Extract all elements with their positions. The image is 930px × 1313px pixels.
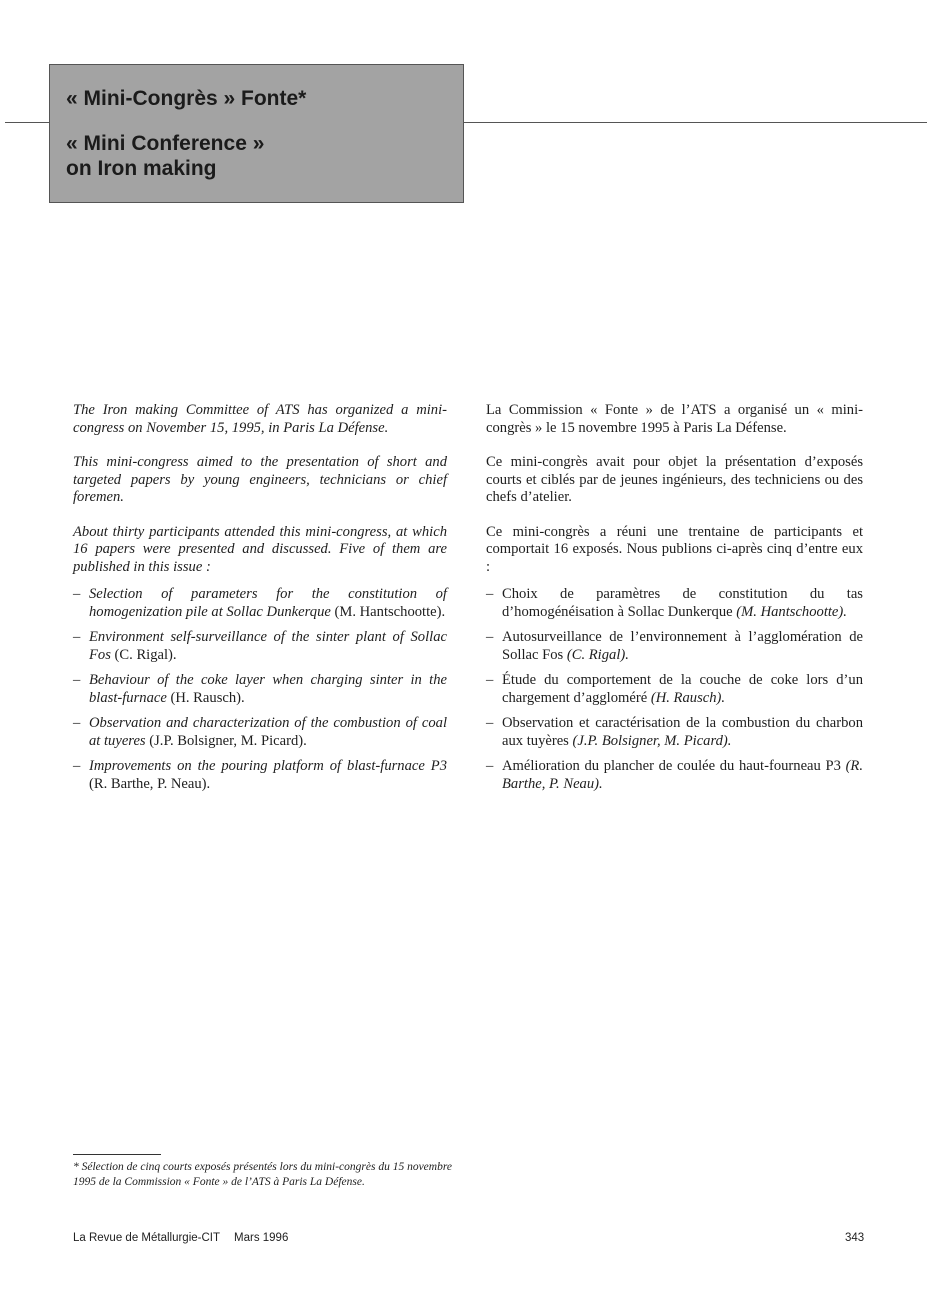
footer-publication [73, 1232, 288, 1244]
english-column [73, 402, 447, 801]
list-item: – Observation and characterization of the combustion of coal at tuyeres (J.P. Bolsigner, M. Picard). [73, 715, 447, 749]
title-english-line1: « Mini Conference » [66, 132, 265, 155]
paper-authors: (C. Rigal). [114, 646, 177, 663]
footnote-rule [73, 1154, 161, 1155]
paper-authors: (R. Barthe, P. Neau). [502, 758, 863, 792]
footnote: * Sélection de cinq courts exposés présentés lors du mini-congrès du 15 novembre 1995 de la Commission « Fonte » de l’ATS à Paris La Défense. [73, 1161, 452, 1188]
list-item: – Étude du comportement de la couche de coke lors d’un chargement d’aggloméré (H. Rausch). [486, 672, 863, 706]
page-number: 343 [845, 1232, 865, 1244]
paper-authors: (C. Rigal). [566, 646, 629, 663]
list-item: – Choix de paramètres de constitution du tas d’homogénéisation à Sollac Dunkerque (M. Hantschootte). [486, 586, 863, 620]
paper-title: Autosurveillance de l’environnement à l’agglomération de Sollac Fos [502, 629, 863, 663]
paper-authors: (H. Rausch). [650, 689, 726, 706]
list-item: – Autosurveillance de l’environnement à l’agglomération de Sollac Fos (C. Rigal). [486, 629, 863, 663]
english-aim-paragraph: This mini-congress aimed to the presentation of short and targeted papers by young engineers, technicians or chief foremen. [73, 454, 447, 505]
french-aim-paragraph: Ce mini-congrès avait pour objet la présentation d’exposés courts et ciblés par de jeunes ingénieurs, des techniciens ou des chefs d’atelier. [486, 454, 863, 505]
french-intro-paragraph: La Commission « Fonte » de l’ATS a organisé un « mini-congrès » le 15 novembre 1995 à Paris La Défense. [486, 402, 863, 436]
english-paper-list [73, 586, 447, 793]
paper-title: Observation et caractérisation de la combustion du charbon aux tuyères [502, 715, 863, 749]
title-english-line2: on Iron making [66, 157, 217, 180]
list-item: – Observation et caractérisation de la combustion du charbon aux tuyères (J.P. Bolsigner, M. Picard). [486, 715, 863, 749]
paper-authors: (H. Rausch). [170, 689, 245, 706]
list-item: – Improvements on the pouring platform of blast-furnace P3 (R. Barthe, P. Neau). [73, 758, 447, 792]
list-item: – Selection of parameters for the constitution of homogenization pile at Sollac Dunkerque (M. Hantschootte). [73, 586, 447, 620]
paper-authors: (M. Hantschootte). [736, 603, 847, 620]
paper-title: Environment self-surveillance of the sinter plant of Sollac Fos [89, 629, 447, 663]
paper-title: Amélioration du plancher de coulée du haut-fourneau P3 [502, 758, 841, 774]
issue-date: Mars 1996 [234, 1232, 289, 1244]
english-intro-paragraph: The Iron making Committee of ATS has organized a mini-congress on November 15, 1995, in Paris La Défense. [73, 402, 447, 436]
paper-title: Behaviour of the coke layer when charging sinter in the blast-furnace [89, 672, 447, 706]
list-item: – Behaviour of the coke layer when charging sinter in the blast-furnace (H. Rausch). [73, 672, 447, 706]
french-paper-list [486, 586, 863, 793]
journal-name: La Revue de Métallurgie-CIT [73, 1232, 221, 1244]
list-item: – Amélioration du plancher de coulée du haut-fourneau P3 (R. Barthe, P. Neau). [486, 758, 863, 792]
french-participants-paragraph: Ce mini-congrès a réuni une trentaine de participants et comportait 16 exposés. Nous publions ci-après cinq d’entre eux : [486, 523, 863, 575]
title-box [49, 64, 464, 203]
list-item: – Environment self-surveillance of the sinter plant of Sollac Fos (C. Rigal). [73, 629, 447, 663]
english-participants-paragraph: About thirty participants attended this mini-congress, at which 16 papers were presented and discussed. Five of them are published in this issue : [73, 523, 447, 575]
paper-authors: (J.P. Bolsigner, M. Picard). [572, 732, 732, 749]
paper-authors: (J.P. Bolsigner, M. Picard). [149, 732, 307, 749]
title-french: « Mini-Congrès » Fonte* [66, 87, 307, 110]
paper-authors: (R. Barthe, P. Neau). [89, 775, 211, 792]
paper-title: Observation and characterization of the combustion of coal at tuyeres [89, 715, 447, 749]
paper-title: Improvements on the pouring platform of blast-furnace P3 [89, 758, 447, 774]
paper-title: Étude du comportement de la couche de coke lors d’un chargement d’aggloméré [502, 672, 863, 706]
french-column [486, 402, 863, 801]
paper-authors: (M. Hantschootte). [334, 603, 446, 620]
paper-title: Selection of parameters for the constitution of homogenization pile at Sollac Dunkerque [89, 586, 447, 620]
paper-title: Choix de paramètres de constitution du tas d’homogénéisation à Sollac Dunkerque [502, 586, 863, 620]
